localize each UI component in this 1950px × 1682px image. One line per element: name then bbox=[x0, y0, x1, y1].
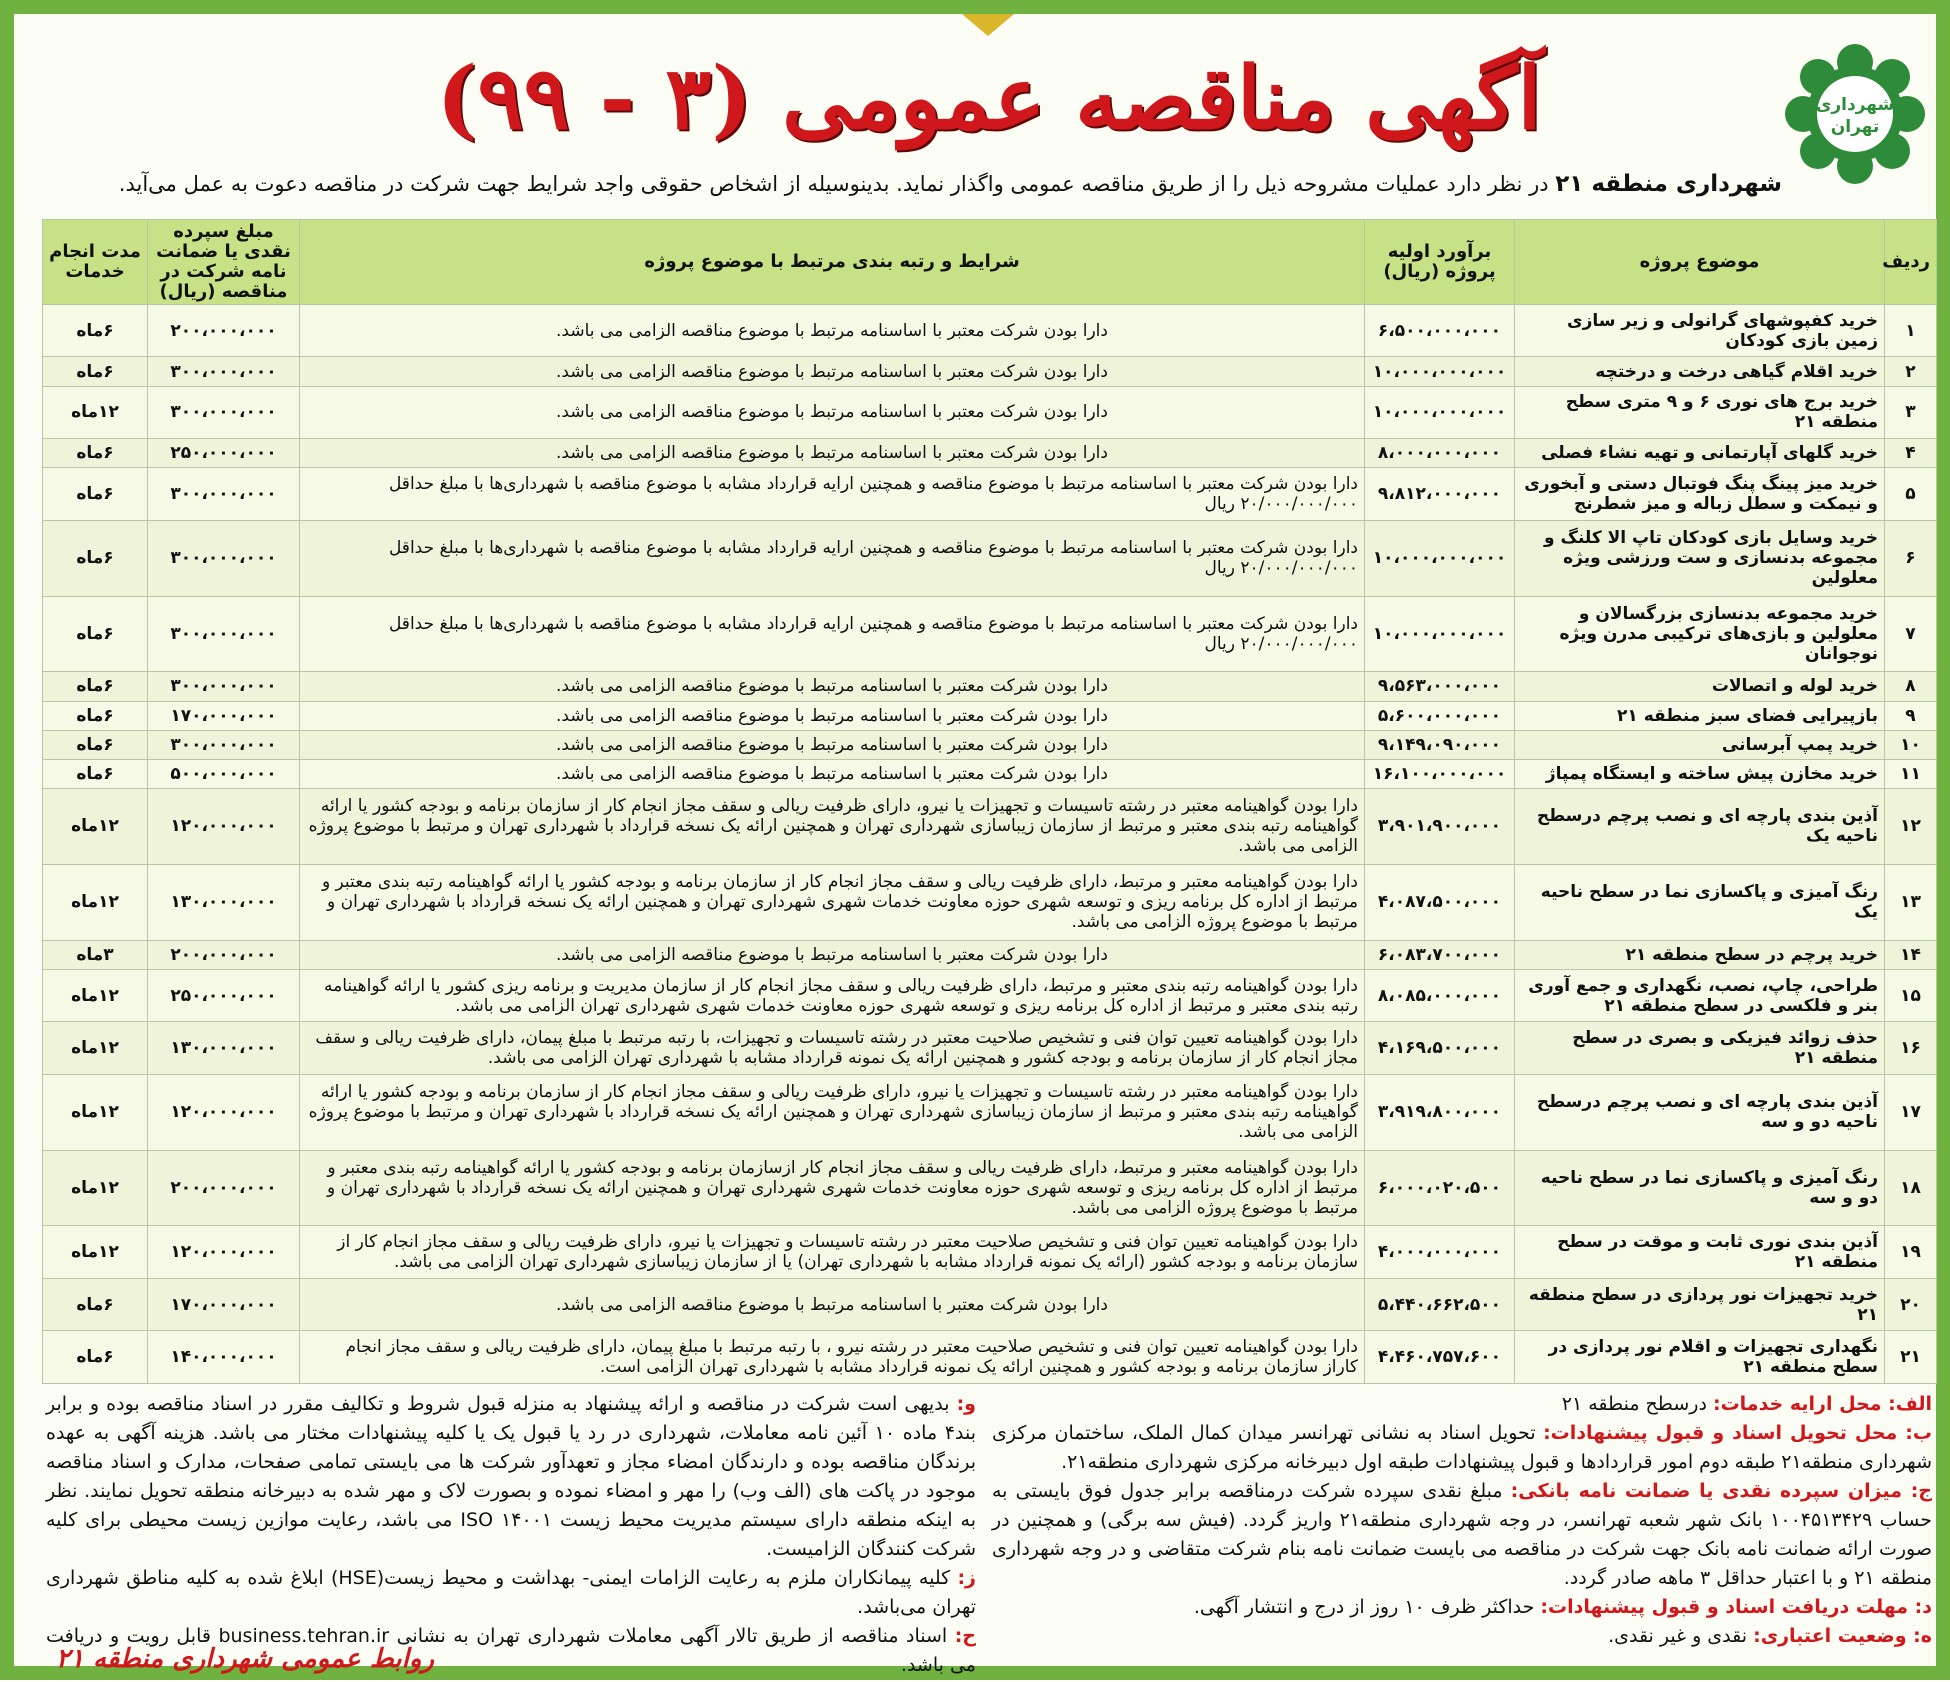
cell-conditions: دارا بودن گواهینامه معتبر در رشته تاسیسات و تجهیزات یا نیرو، دارای ظرفیت ریالی و سقف مجاز انجام کار از سازمان برنامه و بودجه کشور یا ارائه گواهینامه رتبه بندی معتبر و مرتبط از سازمان زیباسازی شهرداری تهران و همچنین ارائه یک نسخه قرارداد با شهرداری تهران و مرتبط با موضوع پروژه الزامی می باشد. bbox=[300, 789, 1365, 865]
cell-duration: ۱۲ماه bbox=[43, 1074, 148, 1150]
cell-conditions: دارا بودن گواهینامه معتبر در رشته تاسیسات و تجهیزات یا نیرو، دارای ظرفیت ریالی و سقف مجاز انجام کار از سازمان برنامه و بودجه کشور یا ارائه گواهینامه رتبه بندی معتبر و مرتبط از سازمان زیباسازی شهرداری تهران و همچنین ارائه یک نسخه قرارداد با شهرداری تهران و مرتبط با موضوع پروژه الزامی می باشد. bbox=[300, 1074, 1365, 1150]
cell-conditions: دارا بودن شرکت معتبر با اساسنامه مرتبط با موضوع مناقصه و همچنین ارایه قرارداد مشابه با موضوع مناقصه با شهرداری‌ها با مبلغ حداقل ۲۰/۰۰۰/۰۰۰/۰۰۰ ریال bbox=[300, 596, 1365, 672]
note-text: اسناد مناقصه از طریق تالار آگهی معاملات شهرداری تهران به نشانی business.tehran.ir قابل رویت و دریافت می باشد. bbox=[46, 1625, 976, 1676]
cell-deposit: ۲۰۰،۰۰۰،۰۰۰ bbox=[148, 1150, 300, 1226]
cell-subject: آذین بندی نوری ثابت و موقت در سطح منطقه ۲۱ bbox=[1515, 1226, 1885, 1278]
cell-duration: ۱۲ماه bbox=[43, 386, 148, 438]
table-row bbox=[43, 468, 1937, 520]
cell-deposit: ۲۵۰،۰۰۰،۰۰۰ bbox=[148, 439, 300, 468]
table-row bbox=[43, 357, 1937, 386]
col-header-duration: مدت انجام خدمات bbox=[43, 220, 148, 305]
cell-estimate: ۱۰،۰۰۰،۰۰۰،۰۰۰ bbox=[1365, 596, 1515, 672]
table-body bbox=[43, 305, 1937, 1384]
cell-conditions: دارا بودن شرکت معتبر با اساسنامه مرتبط با موضوع مناقصه الزامی می باشد. bbox=[300, 730, 1365, 759]
cell-deposit: ۳۰۰،۰۰۰،۰۰۰ bbox=[148, 672, 300, 701]
cell-duration: ۶ماه bbox=[43, 759, 148, 788]
col-header-conditions: شرایط و رتبه بندی مرتبط با موضوع پروژه bbox=[300, 220, 1365, 305]
cell-subject: خرید تجهیزات نور پردازی در سطح منطقه ۲۱ bbox=[1515, 1278, 1885, 1330]
cell-subject: حذف زوائد فیزیکی و بصری در سطح منطقه ۲۱ bbox=[1515, 1022, 1885, 1074]
cell-conditions: دارا بودن شرکت معتبر با اساسنامه مرتبط با موضوع مناقصه الزامی می باشد. bbox=[300, 759, 1365, 788]
cell-duration: ۶ماه bbox=[43, 520, 148, 596]
cell-estimate: ۳،۹۱۹،۸۰۰،۰۰۰ bbox=[1365, 1074, 1515, 1150]
table-row bbox=[43, 730, 1937, 759]
table-row bbox=[43, 1022, 1937, 1074]
cell-conditions: دارا بودن شرکت معتبر با اساسنامه مرتبط با موضوع مناقصه الزامی می باشد. bbox=[300, 701, 1365, 730]
table-row bbox=[43, 1074, 1937, 1150]
cell-subject: خرید مجموعه بدنسازی بزرگسالان و معلولین و بازی‌های ترکیبی مدرن ویژه نوجوانان bbox=[1515, 596, 1885, 672]
cell-deposit: ۵۰۰،۰۰۰،۰۰۰ bbox=[148, 759, 300, 788]
note-label: ه: وضعیت اعتباری: bbox=[1753, 1625, 1932, 1647]
cell-subject: خرید برج های نوری ۶ و ۹ متری سطح منطقه ۲۱ bbox=[1515, 386, 1885, 438]
ad-title: آگهی مناقصه عمومی (۳ - ۹۹) bbox=[436, 48, 1542, 149]
note-label: ز: bbox=[957, 1567, 976, 1589]
note-label: د: مهلت دریافت اسناد و قبول پیشنهادات: bbox=[1540, 1596, 1932, 1618]
note-item bbox=[992, 1390, 1932, 1419]
cell-estimate: ۳،۹۰۱،۹۰۰،۰۰۰ bbox=[1365, 789, 1515, 865]
cell-duration: ۶ماه bbox=[43, 672, 148, 701]
cell-deposit: ۱۷۰،۰۰۰،۰۰۰ bbox=[148, 701, 300, 730]
cell-idx: ۱۱ bbox=[1885, 759, 1937, 788]
cell-estimate: ۴،۱۶۹،۵۰۰،۰۰۰ bbox=[1365, 1022, 1515, 1074]
cell-idx: ۱۴ bbox=[1885, 940, 1937, 969]
cell-conditions: دارا بودن شرکت معتبر با اساسنامه مرتبط با موضوع مناقصه و همچنین ارایه قرارداد مشابه با موضوع مناقصه با شهرداری‌ها با مبلغ حداقل ۲۰/۰۰۰/۰۰۰/۰۰۰ ریال bbox=[300, 520, 1365, 596]
cell-subject: رنگ آمیزی و پاکسازی نما در سطح ناحیه دو و سه bbox=[1515, 1150, 1885, 1226]
note-item bbox=[992, 1593, 1932, 1622]
logo-text-line2: تهران bbox=[1830, 117, 1880, 137]
cell-deposit: ۱۳۰،۰۰۰،۰۰۰ bbox=[148, 864, 300, 940]
cell-deposit: ۳۰۰،۰۰۰،۰۰۰ bbox=[148, 520, 300, 596]
cell-duration: ۶ماه bbox=[43, 596, 148, 672]
intro-paragraph bbox=[48, 171, 1782, 197]
cell-conditions: دارا بودن شرکت معتبر با اساسنامه مرتبط با موضوع مناقصه الزامی می باشد. bbox=[300, 305, 1365, 357]
notes-right bbox=[992, 1390, 1932, 1651]
cell-estimate: ۱۰،۰۰۰،۰۰۰،۰۰۰ bbox=[1365, 520, 1515, 596]
cell-duration: ۶ماه bbox=[43, 357, 148, 386]
cell-estimate: ۴،۰۸۷،۵۰۰،۰۰۰ bbox=[1365, 864, 1515, 940]
cell-idx: ۶ bbox=[1885, 520, 1937, 596]
cell-estimate: ۸،۰۰۰،۰۰۰،۰۰۰ bbox=[1365, 439, 1515, 468]
cell-duration: ۱۲ماه bbox=[43, 969, 148, 1021]
cell-conditions: دارا بودن شرکت معتبر با اساسنامه مرتبط با موضوع مناقصه الزامی می باشد. bbox=[300, 1278, 1365, 1330]
cell-subject: نگهداری تجهیزات و اقلام نور پردازی در سطح منطقه ۲۱ bbox=[1515, 1331, 1885, 1384]
cell-conditions: دارا بودن گواهینامه تعیین توان فنی و تشخیص صلاحیت معتبر در رشته نیرو ، با رتبه مرتبط با مبلغ پیمان، دارای ظرفیت ریالی و سقف مجاز انجام کاراز سازمان برنامه و بودجه کشور و همچنین ارائه یک نمونه قرارداد مشابه با شهرداری تهران الزامی است. bbox=[300, 1331, 1365, 1384]
cell-deposit: ۳۰۰،۰۰۰،۰۰۰ bbox=[148, 468, 300, 520]
table-row bbox=[43, 969, 1937, 1021]
signature: روابط عمومی شهرداری منطقه ۲۱ bbox=[56, 1644, 434, 1674]
cell-idx: ۱۶ bbox=[1885, 1022, 1937, 1074]
cell-duration: ۶ماه bbox=[43, 439, 148, 468]
cell-deposit: ۳۰۰،۰۰۰،۰۰۰ bbox=[148, 357, 300, 386]
cell-idx: ۱ bbox=[1885, 305, 1937, 357]
cell-estimate: ۵،۶۰۰،۰۰۰،۰۰۰ bbox=[1365, 701, 1515, 730]
table-row bbox=[43, 439, 1937, 468]
cell-estimate: ۶،۰۸۳،۷۰۰،۰۰۰ bbox=[1365, 940, 1515, 969]
cell-duration: ۱۲ماه bbox=[43, 1226, 148, 1278]
cell-idx: ۱۸ bbox=[1885, 1150, 1937, 1226]
cell-duration: ۶ماه bbox=[43, 1278, 148, 1330]
ad-footer bbox=[38, 1390, 1940, 1682]
cell-idx: ۷ bbox=[1885, 596, 1937, 672]
note-text: نقدی و غیر نقدی. bbox=[1608, 1625, 1748, 1647]
note-label: ب: محل تحویل اسناد و قبول پیشنهادات: bbox=[1543, 1422, 1932, 1444]
note-item bbox=[992, 1477, 1932, 1593]
note-item bbox=[46, 1564, 976, 1622]
note-text: درسطح منطقه ۲۱ bbox=[1561, 1393, 1707, 1415]
cell-idx: ۹ bbox=[1885, 701, 1937, 730]
cell-deposit: ۱۳۰،۰۰۰،۰۰۰ bbox=[148, 1022, 300, 1074]
cell-estimate: ۶،۰۰۰،۰۲۰،۵۰۰ bbox=[1365, 1150, 1515, 1226]
cell-subject: خرید اقلام گیاهی درخت و درختچه bbox=[1515, 357, 1885, 386]
cell-idx: ۱۲ bbox=[1885, 789, 1937, 865]
cell-idx: ۴ bbox=[1885, 439, 1937, 468]
note-text: مبلغ نقدی سپرده شرکت درمناقصه برابر جدول فوق بایستی به حساب ۱۰۰۴۵۱۳۴۲۹ بانک شهر شعبه تهرانسر، در وجه شهرداری منطقه۲۱ واریز گردد. (فیش سه برگی) و همچنین در صورت ارائه ضمانت نامه بانک جهت شرکت در مناقصه می بایست ضمانت نامه بنام شرکت متقاضی و در وجه شهرداری منطقه ۲۱ و با اعتبار حداقل ۳ ماهه صادر گردد. bbox=[992, 1480, 1932, 1589]
cell-estimate: ۴،۴۶۰،۷۵۷،۶۰۰ bbox=[1365, 1331, 1515, 1384]
col-header-idx: ردیف bbox=[1885, 220, 1937, 305]
cell-duration: ۶ماه bbox=[43, 1331, 148, 1384]
col-header-deposit: مبلغ سپرده نقدی یا ضمانت نامه شرکت در مناقصه (ریال) bbox=[148, 220, 300, 305]
cell-conditions: دارا بودن شرکت معتبر با اساسنامه مرتبط با موضوع مناقصه الزامی می باشد. bbox=[300, 386, 1365, 438]
cell-idx: ۵ bbox=[1885, 468, 1937, 520]
col-header-estimate: برآورد اولیه پروژه (ریال) bbox=[1365, 220, 1515, 305]
cell-idx: ۱۳ bbox=[1885, 864, 1937, 940]
table-row bbox=[43, 940, 1937, 969]
cell-deposit: ۳۰۰،۰۰۰،۰۰۰ bbox=[148, 730, 300, 759]
cell-subject: خرید پرچم در سطح منطقه ۲۱ bbox=[1515, 940, 1885, 969]
cell-deposit: ۳۰۰،۰۰۰،۰۰۰ bbox=[148, 386, 300, 438]
cell-idx: ۱۹ bbox=[1885, 1226, 1937, 1278]
note-text: بدیهی است شرکت در مناقصه و ارائه پیشنهاد به منزله قبول شروط و تکالیف مقرر در اسناد مناقصه بوده و برابر بند۴ ماده ۱۰ آئین نامه معاملات، شهرداری در رد یا قبول یک یا کلیه پیشنهادات مختار می باشد. هزینه آگهی به عهده برندگان مناقصه بوده و دارندگان امضاء مجاز و تعهدآور شرکت ها می بایستی تمامی صفحات، مدارک و اسناد مناقصه موجود در پاکت های (الف وب) را مهر و امضاء نموده و بصورت لاک و مهر شده به دبیرخانه منطقه تحویل نمایند. نظر به اینکه منطقه دارای سیستم مدیریت محیط زیست ۱۴۰۰۱ ISO می باشد، رعایت موازین زیست محیطی برای کلیه شرکت کنندگان الزامیست. bbox=[46, 1393, 976, 1560]
cell-duration: ۶ماه bbox=[43, 305, 148, 357]
note-label: ح: bbox=[954, 1625, 976, 1647]
cell-estimate: ۴،۰۰۰،۰۰۰،۰۰۰ bbox=[1365, 1226, 1515, 1278]
col-header-subject: موضوع پروژه bbox=[1515, 220, 1885, 305]
cell-deposit: ۲۰۰،۰۰۰،۰۰۰ bbox=[148, 305, 300, 357]
cell-subject: رنگ آمیزی و پاکسازی نما در سطح ناحیه یک bbox=[1515, 864, 1885, 940]
table-row bbox=[43, 759, 1937, 788]
table-row bbox=[43, 520, 1937, 596]
cell-duration: ۶ماه bbox=[43, 468, 148, 520]
cell-subject: خرید وسایل بازی کودکان تاپ الا کلنگ و مجموعه بدنسازی و ست ورزشی ویژه معلولین bbox=[1515, 520, 1885, 596]
logo-text-line1: شهرداری bbox=[1815, 95, 1895, 115]
cell-deposit: ۲۵۰،۰۰۰،۰۰۰ bbox=[148, 969, 300, 1021]
cell-conditions: دارا بودن شرکت معتبر با اساسنامه مرتبط با موضوع مناقصه الزامی می باشد. bbox=[300, 439, 1365, 468]
cell-deposit: ۱۲۰،۰۰۰،۰۰۰ bbox=[148, 1074, 300, 1150]
note-text: تحویل اسناد به نشانی تهرانسر میدان کمال الملک، ساختمان مرکزی شهرداری منطقه۲۱ طبقه دوم امور قراردادها و قبول پیشنهادات طبقه اول دبیرخانه مرکزی شهرداری منطقه۲۱. bbox=[992, 1422, 1932, 1473]
cell-subject: خرید گلهای آپارتمانی و تهیه نشاء فصلی bbox=[1515, 439, 1885, 468]
cell-estimate: ۹،۵۶۳،۰۰۰،۰۰۰ bbox=[1365, 672, 1515, 701]
cell-duration: ۱۲ماه bbox=[43, 864, 148, 940]
cell-deposit: ۱۴۰،۰۰۰،۰۰۰ bbox=[148, 1331, 300, 1384]
cell-duration: ۱۲ماه bbox=[43, 1150, 148, 1226]
table-header-row bbox=[43, 220, 1937, 305]
cell-conditions: دارا بودن گواهینامه معتبر و مرتبط، دارای ظرفیت ریالی و سقف مجاز انجام کار ازسازمان برنامه و بودجه کشور یا ارائه گواهینامه رتبه بندی معتبر و مرتبط از اداره کل برنامه ریزی و توسعه شهری حوزه معاونت خدمات شهری شهرداری تهران و همچنین ارائه یک نسخه قرارداد با شهرداری تهران و مرتبط با موضوع پروژه الزامی می باشد. bbox=[300, 1150, 1365, 1226]
cell-idx: ۲۰ bbox=[1885, 1278, 1937, 1330]
cell-conditions: دارا بودن گواهینامه رتبه بندی معتبر و مرتبط، دارای ظرفیت ریالی و سقف مجاز انجام کار از سازمان مدیریت و برنامه ریزی کشور یا ارائه گواهینامه رتبه بندی معتبر و مرتبط از اداره کل برنامه ریزی و توسعه شهری حوزه معاونت خدمات شهری شهرداری تهران الزامی می باشد. bbox=[300, 969, 1365, 1021]
cell-deposit: ۱۲۰،۰۰۰،۰۰۰ bbox=[148, 789, 300, 865]
note-label: و: bbox=[956, 1393, 976, 1415]
cell-idx: ۸ bbox=[1885, 672, 1937, 701]
cell-idx: ۲۱ bbox=[1885, 1331, 1937, 1384]
cell-subject: خرید کفپوشهای گرانولی و زیر سازی زمین بازی کودکان bbox=[1515, 305, 1885, 357]
cell-conditions: دارا بودن گواهینامه معتبر و مرتبط، دارای ظرفیت ریالی و سقف مجاز انجام کار از سازمان برنامه و بودجه کشور یا ارائه گواهینامه رتبه بندی معتبر و مرتبط از اداره کل برنامه ریزی و توسعه شهری حوزه معاونت خدمات شهری شهرداری تهران و همچنین ارائه یک نسخه قرارداد با شهرداری تهران و مرتبط با موضوع پروژه الزامی می باشد. bbox=[300, 864, 1365, 940]
cell-duration: ۶ماه bbox=[43, 730, 148, 759]
table-row bbox=[43, 672, 1937, 701]
cell-conditions: دارا بودن شرکت معتبر با اساسنامه مرتبط با موضوع مناقصه الزامی می باشد. bbox=[300, 672, 1365, 701]
cell-subject: خرید پمپ آبرسانی bbox=[1515, 730, 1885, 759]
cell-estimate: ۱۶،۱۰۰،۰۰۰،۰۰۰ bbox=[1365, 759, 1515, 788]
tender-table bbox=[42, 219, 1937, 1384]
note-text: حداکثر ظرف ۱۰ روز از درج و انتشار آگهی. bbox=[1193, 1596, 1535, 1618]
cell-conditions: دارا بودن گواهینامه تعیین توان فنی و تشخیص صلاحیت معتبر در رشته تاسیسات و تجهیزات یا نیرو، دارای ظرفیت ریالی و سقف مجاز انجام کار از سازمان برنامه و بودجه کشور (ارائه یک نمونه قرارداد مشابه با شهرداری تهران) یا از سازمان زیباسازی شهرداری تهران الزامی می باشد. bbox=[300, 1226, 1365, 1278]
cell-duration: ۱۲ماه bbox=[43, 1022, 148, 1074]
cell-estimate: ۱۰،۰۰۰،۰۰۰،۰۰۰ bbox=[1365, 386, 1515, 438]
cell-estimate: ۵،۴۴۰،۶۶۲،۵۰۰ bbox=[1365, 1278, 1515, 1330]
cell-subject: آذین بندی پارچه ای و نصب پرچم درسطح ناحیه دو و سه bbox=[1515, 1074, 1885, 1150]
cell-estimate: ۸،۰۸۵،۰۰۰،۰۰۰ bbox=[1365, 969, 1515, 1021]
cell-subject: خرید لوله و اتصالات bbox=[1515, 672, 1885, 701]
cell-deposit: ۲۰۰،۰۰۰،۰۰۰ bbox=[148, 940, 300, 969]
cell-subject: آذین بندی پارچه ای و نصب پرچم درسطح ناحیه یک bbox=[1515, 789, 1885, 865]
cell-deposit: ۳۰۰،۰۰۰،۰۰۰ bbox=[148, 596, 300, 672]
cell-idx: ۱۵ bbox=[1885, 969, 1937, 1021]
note-item bbox=[992, 1622, 1932, 1651]
cell-idx: ۱۰ bbox=[1885, 730, 1937, 759]
cell-duration: ۶ماه bbox=[43, 701, 148, 730]
cell-idx: ۳ bbox=[1885, 386, 1937, 438]
cell-subject: طراحی، چاپ، نصب، نگهداری و جمع آوری بنر و فلکسی در سطح منطقه ۲۱ bbox=[1515, 969, 1885, 1021]
cell-estimate: ۹،۱۴۹،۰۹۰،۰۰۰ bbox=[1365, 730, 1515, 759]
cell-conditions: دارا بودن شرکت معتبر با اساسنامه مرتبط با موضوع مناقصه الزامی می باشد. bbox=[300, 940, 1365, 969]
intro-org: شهرداری منطقه ۲۱ bbox=[1555, 171, 1782, 197]
table-row bbox=[43, 386, 1937, 438]
table-row bbox=[43, 1331, 1937, 1384]
table-row bbox=[43, 701, 1937, 730]
ad-header bbox=[28, 28, 1950, 218]
cell-idx: ۲ bbox=[1885, 357, 1937, 386]
cell-estimate: ۶،۵۰۰،۰۰۰،۰۰۰ bbox=[1365, 305, 1515, 357]
cell-deposit: ۱۷۰،۰۰۰،۰۰۰ bbox=[148, 1278, 300, 1330]
table-row bbox=[43, 1278, 1937, 1330]
cell-duration: ۳ماه bbox=[43, 940, 148, 969]
table-row bbox=[43, 864, 1937, 940]
cell-idx: ۱۷ bbox=[1885, 1074, 1937, 1150]
table-row bbox=[43, 789, 1937, 865]
cell-conditions: دارا بودن شرکت معتبر با اساسنامه مرتبط با موضوع مناقصه الزامی می باشد. bbox=[300, 357, 1365, 386]
note-label: ج: میزان سپرده نقدی یا ضمانت نامه بانکی: bbox=[1510, 1480, 1932, 1502]
note-item bbox=[992, 1419, 1932, 1477]
cell-conditions: دارا بودن شرکت معتبر با اساسنامه مرتبط با موضوع مناقصه و همچنین ارایه قرارداد مشابه با موضوع مناقصه با شهرداری‌ها با مبلغ حداقل ۲۰/۰۰۰/۰۰۰/۰۰۰ ریال bbox=[300, 468, 1365, 520]
table-row bbox=[43, 1226, 1937, 1278]
note-label: الف: محل ارایه خدمات: bbox=[1712, 1393, 1932, 1415]
note-item bbox=[46, 1390, 976, 1564]
cell-deposit: ۱۲۰،۰۰۰،۰۰۰ bbox=[148, 1226, 300, 1278]
cell-conditions: دارا بودن گواهینامه تعیین توان فنی و تشخیص صلاحیت معتبر در رشته تاسیسات و تجهیزات، با رتبه مرتبط با مبلغ پیمان، دارای ظرفیت ریالی و سقف مجاز انجام کار از سازمان برنامه و بودجه کشور و همچنین ارائه یک نمونه قرارداد مشابه با شهرداری تهران الزامی می باشد. bbox=[300, 1022, 1365, 1074]
table-row bbox=[43, 596, 1937, 672]
note-text: کلیه پیمانکاران ملزم به رعایت الزامات ایمنی- بهداشت و محیط زیست(HSE) ابلاغ شده به کلیه مناطق شهرداری تهران می‌باشد. bbox=[46, 1567, 976, 1618]
cell-estimate: ۹،۸۱۲،۰۰۰،۰۰۰ bbox=[1365, 468, 1515, 520]
table-row bbox=[43, 305, 1937, 357]
cell-estimate: ۱۰،۰۰۰،۰۰۰،۰۰۰ bbox=[1365, 357, 1515, 386]
notes-left bbox=[46, 1390, 976, 1680]
table-row bbox=[43, 1150, 1937, 1226]
cell-subject: خرید مخازن پیش ساخته و ایستگاه پمپاژ bbox=[1515, 759, 1885, 788]
cell-duration: ۱۲ماه bbox=[43, 789, 148, 865]
cell-subject: بازپیرایی فضای سبز منطقه ۲۱ bbox=[1515, 701, 1885, 730]
intro-text: در نظر دارد عملیات مشروحه ذیل را از طریق مناقصه عمومی واگذار نماید. بدینوسیله از اشخاص حقوقی واجد شرایط جهت شرکت در مناقصه دعوت به عمل می‌آید. bbox=[118, 172, 1549, 196]
cell-subject: خرید میز پینگ پنگ فوتبال دستی و آبخوری و نیمکت و سطل زباله و میز شطرنج bbox=[1515, 468, 1885, 520]
